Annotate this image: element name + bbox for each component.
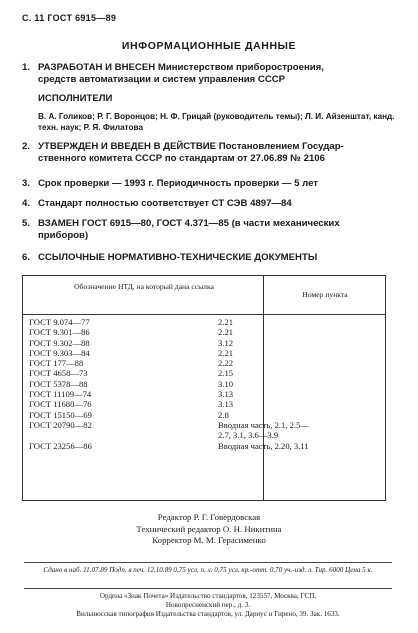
table-row: ГОСТ 9.302—88 3.12 [29, 337, 234, 348]
item-6 [22, 252, 404, 264]
item-number: 4. [22, 198, 31, 209]
item-4 [22, 198, 404, 210]
item-lead: ССЫЛОЧНЫЕ НОРМАТИВНО-ТЕХНИЧЕСКИЕ ДОКУМЕНТЫ [38, 252, 318, 263]
corrector-credit: Корректор М. М. Герасименко [152, 535, 266, 545]
item-lead: РАЗРАБОТАН И ВНЕСЕН [38, 62, 156, 73]
item-text: Срок проверки — 1993 г. Периодичность проверки — 5 лет [38, 178, 318, 189]
table-row: ГОСТ 11109—74 3.13 [29, 389, 234, 400]
table-row: ГОСТ 11680—76 3.13 [29, 399, 234, 410]
editor-credit: Редактор Р. Г. Говердовская [157, 512, 261, 522]
publisher-imprint [24, 592, 392, 619]
executors-list: В. А. Голиков; Р. Г. Воронцов; Н. Ф. Грицай (руководитель темы); Л. И. Айзенштат, канд. техн. наук; Р. Я. Филатова [38, 112, 395, 132]
item-2 [22, 141, 404, 165]
table-row: ГОСТ 15150—69 2.8 [29, 409, 229, 420]
table-row: ГОСТ 9.301—86 2.21 [29, 327, 234, 338]
table-row: ГОСТ 9.303—84 2.21 [29, 347, 234, 358]
reference-table [22, 275, 386, 501]
item-text: Постановлением Государ- [216, 141, 344, 152]
table-row: ГОСТ 20790—82 Вводная часть, 2.1, 2.5— 2.7, 3.1, 3.6—3.9 [29, 419, 309, 441]
item-number: 1. [22, 62, 31, 73]
item-continuation: ственного комитета СССР по стандартам от 27.06.89 № 2106 [38, 153, 325, 164]
item-3 [22, 178, 404, 190]
table-row: ГОСТ 23256—86 Вводная часть, 2.20, 3.11 [29, 440, 309, 451]
table-header-clause: Номер пункта [302, 290, 348, 299]
table-header-divider [23, 314, 385, 315]
executors-label: ИСПОЛНИТЕЛИ [38, 93, 113, 104]
item-number: 5. [22, 218, 31, 229]
item-text: Министерством приборостроения, [155, 62, 324, 73]
item-number: 2. [22, 141, 31, 152]
publisher-line: Ордена «Знак Почета» Издательство стандартов, 123557, Москва, ГСП, [99, 592, 317, 600]
item-text: (в части механических [228, 218, 340, 229]
table-body [23, 317, 385, 451]
item-lead: УТВЕРЖДЕН И ВВЕДЕН В ДЕЙСТВИЕ [38, 141, 217, 152]
table-row: ГОСТ 4658—73 2.15 [29, 368, 234, 379]
item-text: Стандарт полностью соответствует СТ СЭВ 4897—84 [38, 198, 292, 209]
table-row: ГОСТ 9.074—77 2.21 [29, 317, 234, 327]
tech-editor-credit: Технический редактор О. Н. Никитина [136, 523, 282, 534]
print-metadata: Сдано в наб. 11.07.89 Подп. в печ. 12.10.89 0,75 усл. п. л. 0,75 усл. кр.-отт. 0,70 уч.-изд. л. Тир. 6000 Цена 5 к. [43, 566, 373, 574]
publisher-address-line: Новопресненский пер., д. 3. [165, 601, 251, 609]
section-title: ИНФОРМАЦИОННЫЕ ДАННЫЕ [121, 40, 297, 52]
table-header-document: Обозначение НТД, на который дана ссылка [74, 282, 214, 291]
item-1 [22, 62, 404, 86]
table-row: ГОСТ 5378—88 3.10 [29, 378, 234, 389]
editorial-credits [0, 512, 418, 547]
imprint-divider-bottom [24, 588, 392, 589]
item-continuation: средств автоматизации и систем управления СССР [38, 74, 286, 85]
printer-line: Вильнюсская типография Издательства стандартов, ул. Дариус и Гирено, 39. Зак. 1633. [76, 610, 340, 618]
item-5 [22, 218, 404, 242]
imprint-divider-top [24, 562, 392, 563]
item-number: 6. [22, 252, 31, 263]
table-row: ГОСТ 177—88 2.22 [29, 358, 234, 369]
item-lead: ВЗАМЕН ГОСТ 6915—80, ГОСТ 4.371—85 [38, 218, 229, 229]
page-header: С. 11 ГОСТ 6915—89 [22, 13, 117, 23]
item-number: 3. [22, 178, 31, 189]
item-continuation: приборов) [38, 230, 89, 241]
